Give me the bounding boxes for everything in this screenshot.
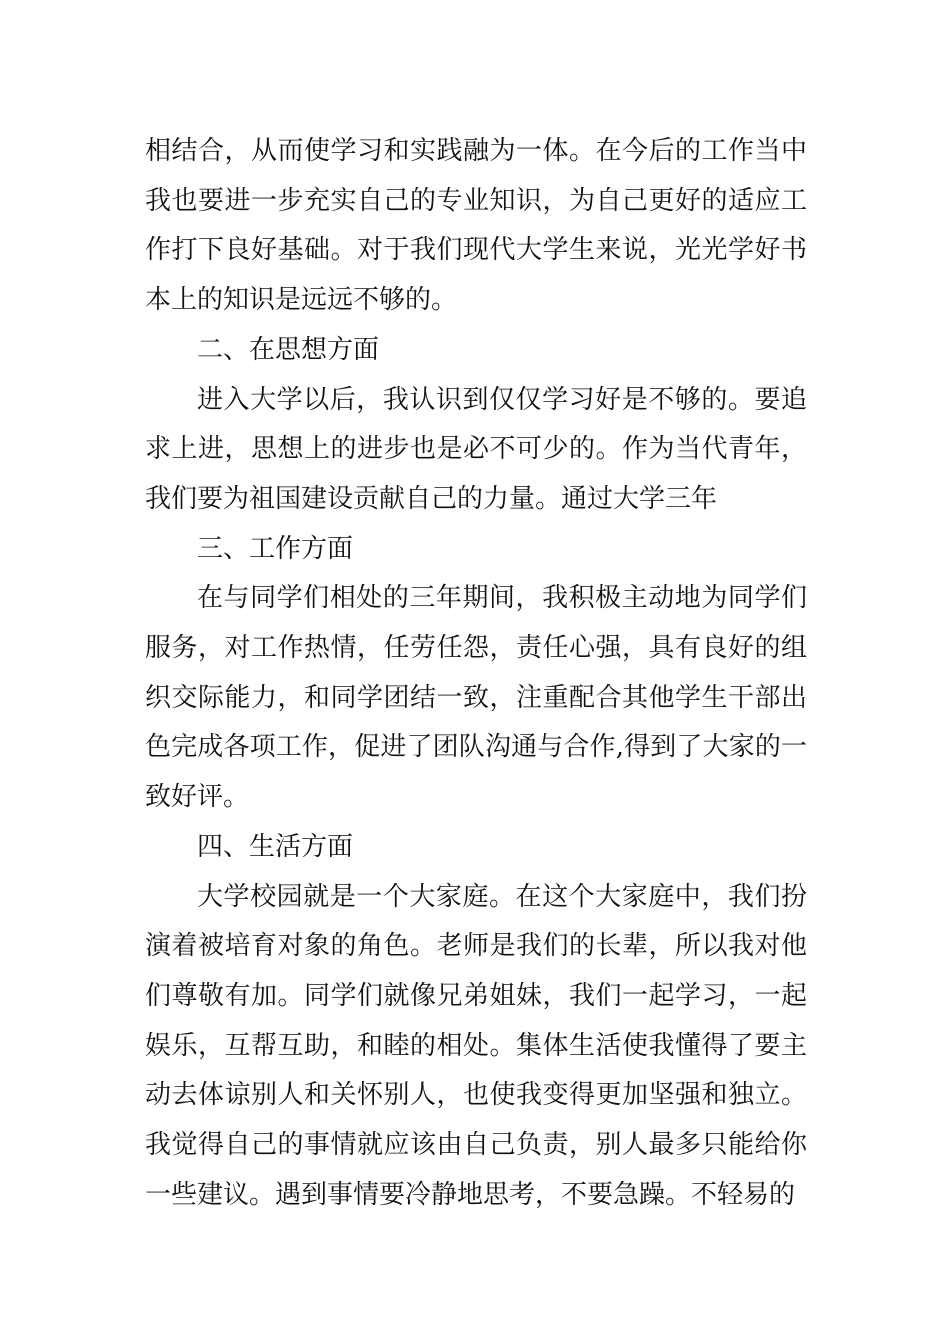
- section-heading-thought: 二、在思想方面: [197, 334, 380, 365]
- paragraph-continuation: 相结合，从而使学习和实践融为一体。在今后的工作当中我也要进一步充实自己的专业知识，为自己更好的适应工作打下良好基础。对于我们现代大学生来说，光光学好书本上的知识是远远不够的。: [145, 136, 807, 316]
- section-heading-life: 四、生活方面: [197, 831, 354, 862]
- paragraph-thought: 进入大学以后，我认识到仅仅学习好是不够的。要追求上进，思想上的进步也是必不可少的。作为当代青年，我们要为祖国建设贡献自己的力量。通过大学三年: [145, 384, 807, 514]
- paragraph-work: 在与同学们相处的三年期间，我积极主动地为同学们服务，对工作热情，任劳任怨，责任心强，具有良好的组织交际能力，和同学团结一致，注重配合其他学生干部出色完成各项工作，促进了团队沟通与合作,得到了大家的一致好评。: [145, 583, 807, 813]
- section-heading-work: 三、工作方面: [197, 533, 354, 564]
- paragraph-life: 大学校园就是一个大家庭。在这个大家庭中，我们扮演着被培育对象的角色。老师是我们的长辈，所以我对他们尊敬有加。同学们就像兄弟姐妹，我们一起学习，一起娱乐，互帮互助，和睦的相处。集体生活使我懂得了要主动去体谅别人和关怀别人，也使我变得更加坚强和独立。我觉得自己的事情就应该由自己负责，别人最多只能给你一些建议。遇到事情要冷静地思考，不要急躁。不轻易的: [145, 881, 807, 1210]
- document-body: [145, 127, 807, 1220]
